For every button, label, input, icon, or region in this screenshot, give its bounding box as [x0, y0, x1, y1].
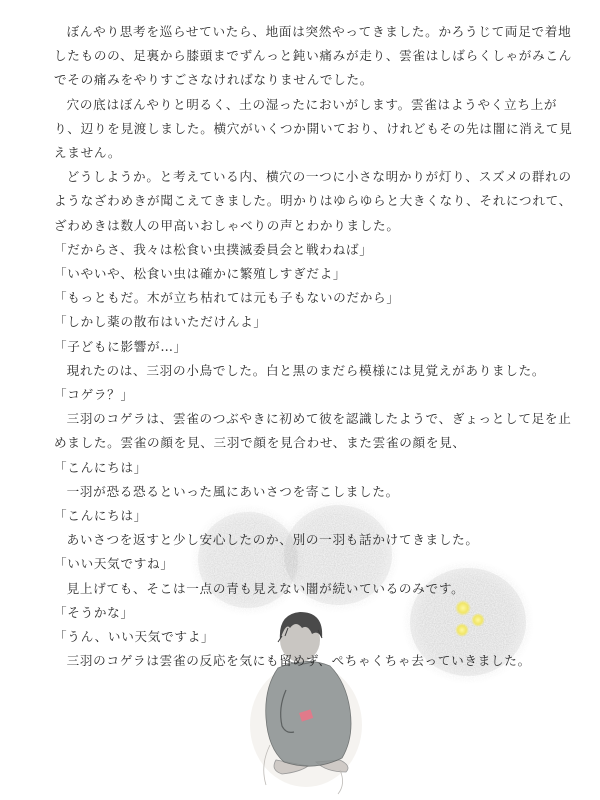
dialogue-line: 「こんにちは」	[54, 508, 148, 524]
narrative-paragraph: 三羽のコゲラは、雲雀のつぶやきに初めて彼を認識したようで、ぎょっとして足を止めました。雲雀の顔を見、三羽で顔を見合わせ、また雲雀の顔を見、	[54, 411, 572, 451]
narrative-paragraph: 見上げても、そこは一点の青も見えない闇が続いているのみです。	[66, 580, 465, 596]
dialogue-line: 「いい天気ですね」	[54, 556, 174, 572]
dialogue-line: 「そうかな」	[54, 604, 134, 620]
narrative-paragraph: あいさつを返すと少し安心したのか、別の一羽も話かけてきました。	[66, 532, 479, 548]
dialogue-line: 「うん、いい天気ですよ」	[54, 629, 215, 645]
dialogue-line: 「子どもに影響が…」	[54, 338, 187, 354]
dialogue-line: 「コゲラ？」	[54, 387, 134, 403]
narrative-paragraph: 現れたのは、三羽の小鳥でした。白と黒のまだら模様には見覚えがありました。	[66, 362, 546, 378]
narrative-paragraph: 三羽のコゲラは雲雀の反応を気にも留めず、ぺちゃくちゃ去っていきました。	[66, 653, 531, 669]
narrative-paragraph: 穴の底はぼんやりと明るく、土の湿ったにおいがします。雲雀はようやく立ち上がり、辺りを見渡しました。横穴がいくつか開いており、けれどもその先は闇に消えて見えません。	[54, 96, 573, 161]
story-text	[54, 20, 574, 673]
narrative-paragraph: どうしようか。と考えている内、横穴の一つに小さな明かりが灯り、スズメの群れのようなざわめきが聞こえてきました。明かりはゆらゆらと大きくなり、それにつれて、ざわめきは数人の甲高いおしゃべりの声とわかりました。	[54, 169, 572, 233]
dialogue-line: 「しかし薬の散布はいただけんよ」	[54, 314, 267, 330]
dialogue-line: 「こんにちは」	[54, 459, 148, 475]
narrative-paragraph: 一羽が恐る恐るといった風にあいさつを寄こしました。	[66, 483, 399, 499]
dialogue-line: 「いやいや、松食い虫は確かに繁殖しすぎだよ」	[54, 266, 347, 282]
dialogue-line: 「だからさ、我々は松食い虫撲滅委員会と戦わねば」	[54, 241, 373, 257]
narrative-paragraph: ぼんやり思考を巡らせていたら、地面は突然やってきました。かろうじて両足で着地したものの、足裏から膝頭までずんっと鈍い痛みが走り、雲雀はしばらくしゃがみこんでその痛みをやりすごさなければなりませんでした。	[54, 24, 572, 88]
dialogue-line: 「もっともだ。木が立ち枯れては元も子もないのだから」	[54, 290, 400, 306]
